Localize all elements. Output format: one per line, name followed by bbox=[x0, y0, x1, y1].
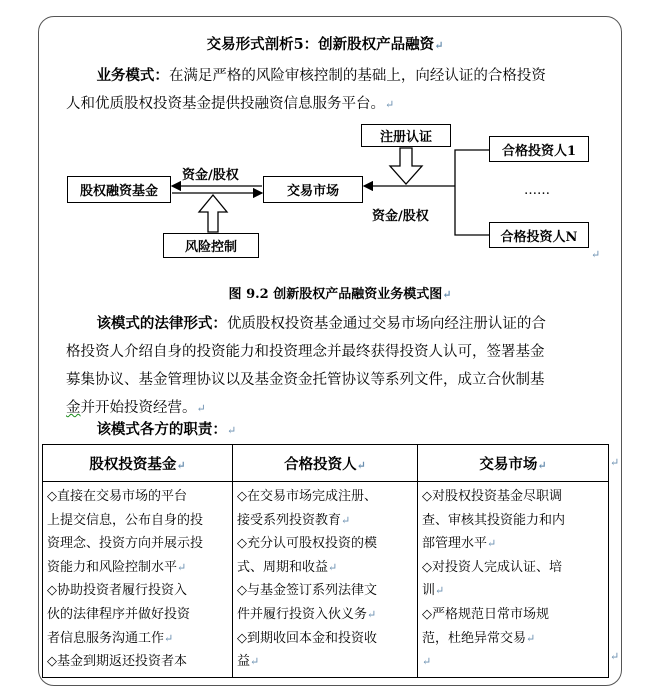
legal-form-line-3: 募集协议、基金管理协议以及基金资金托管协议等系列文件，成立合伙制基 bbox=[66, 372, 545, 388]
legal-form-line-2: 格投资人介绍自身的投资能力和投资理念并最终获得投资人认可，签署基金 bbox=[66, 344, 545, 360]
page-title: 交易形式剖析5：创新股权产品融资↵ bbox=[206, 36, 444, 53]
business-model-paragraph: 业务模式：在满足严格的风险审核控制的基础上，向经认证的合格投资 人和优质股权投资基金提供投融资信息服务平台。↵ bbox=[66, 67, 546, 112]
business-model-label: 业务模式： bbox=[96, 67, 169, 84]
header-market: 交易市场↵ bbox=[418, 445, 609, 482]
row-end-mark-1: ↵ bbox=[610, 456, 620, 469]
risk-control-box: 风险控制 bbox=[163, 233, 259, 258]
risk-arrow bbox=[199, 195, 227, 232]
market-box: 交易市场 bbox=[263, 176, 363, 203]
row-end-mark-2: ↵ bbox=[610, 650, 620, 663]
business-model-line-1: 在满足严格的风险审核控制的基础上，向经认证的合格投资 bbox=[168, 68, 546, 84]
legal-form-paragraph: 该模式的法律形式：优质股权投资基金通过交易市场向经注册认证的合 格投资人介绍自身的投资能力和投资理念并最终获得投资人认可，签署基金 募集协议、基金管理协议以及基金资金托管协议等系列文件，成立合伙制基 金并开始投资经营。↵ bbox=[66, 315, 546, 416]
investor-n-box: 合格投资人N bbox=[489, 222, 589, 248]
flow-label-left: 资金/股权 bbox=[182, 168, 239, 183]
table-header-row bbox=[43, 445, 609, 482]
duties-table bbox=[42, 444, 609, 678]
flow-label-right: 资金/股权 bbox=[372, 209, 429, 224]
table-row bbox=[43, 482, 609, 678]
fund-duties-cell: ◇直接在交易市场的平台 上提交信息，公布自身的投 资理念、投资方向并展示投 资能力和风险控制水平↵ ◇协助投资者履行投资入 伙的法律程序并做好投资 者信息服务沟通工作↵ ◇基金到期返还投资者本 bbox=[43, 482, 233, 678]
legal-form-line-4a: 金 bbox=[66, 400, 81, 416]
register-box: 注册认证 bbox=[361, 124, 451, 147]
investor-ellipsis: …… bbox=[524, 183, 550, 198]
register-arrow bbox=[390, 148, 422, 184]
market-duties-cell: ◇对股权投资基金尽职调 查、审核其投资能力和内 部管理水平↵ ◇对投资人完成认证、培 训↵ ◇严格规范日常市场规 范，杜绝异常交易↵ ↵ bbox=[418, 482, 609, 678]
duties-heading: 该模式各方的职责：↵ bbox=[96, 421, 237, 438]
legal-form-label: 该模式的法律形式： bbox=[96, 315, 227, 332]
header-fund: 股权投资基金↵ bbox=[43, 445, 233, 482]
figure-caption: 图 9.2 创新股权产品融资业务模式图↵ bbox=[228, 287, 452, 302]
investor-1-box: 合格投资人1 bbox=[489, 136, 589, 162]
legal-form-line-4b: 并开始投资经营。 bbox=[80, 400, 197, 416]
diagram-mark: ↵ bbox=[591, 248, 601, 261]
fund-box: 股权融资基金 bbox=[67, 176, 171, 203]
legal-form-line-1: 优质股权投资基金通过交易市场向经注册认证的合 bbox=[226, 316, 546, 332]
business-model-line-2: 人和优质股权投资基金提供投融资信息服务平台。 bbox=[66, 96, 385, 112]
investor-duties-cell: ◇在交易市场完成注册、 接受系列投资教育↵ ◇充分认可股权投资的模 式、周期和收益↵ ◇与基金签订系列法律文 件并履行投资入伙义务↵ ◇到期收回本金和投资收 益↵ bbox=[233, 482, 418, 678]
header-investor: 合格投资人↵ bbox=[233, 445, 418, 482]
investor-bracket bbox=[455, 150, 489, 235]
